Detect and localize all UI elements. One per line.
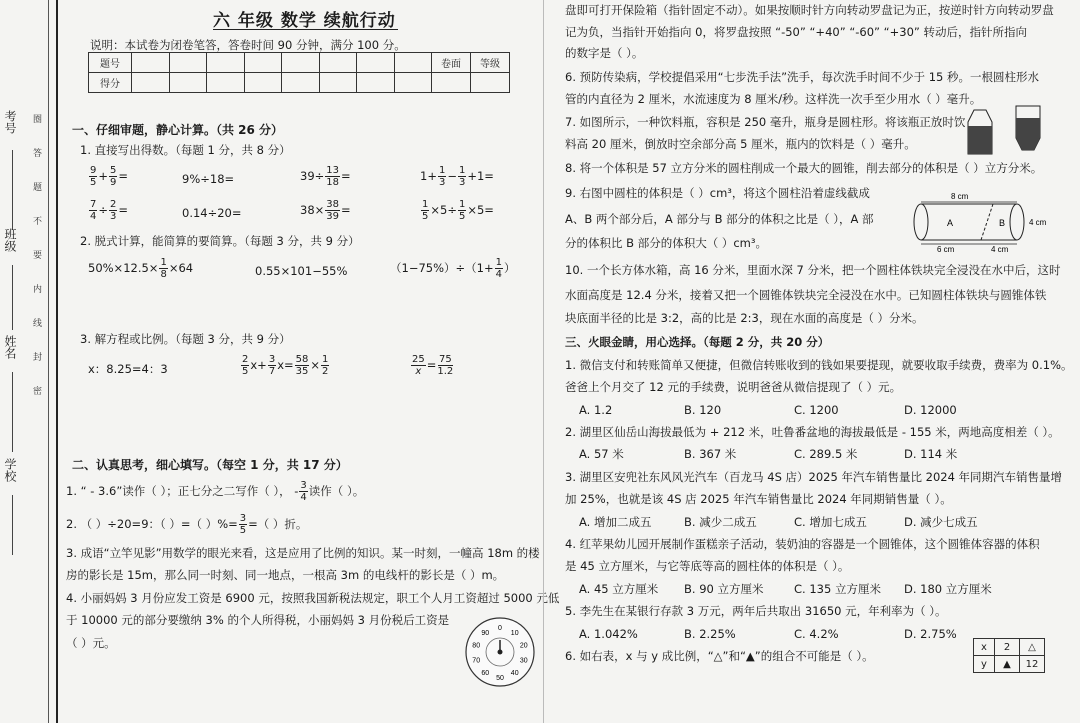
q1-c: 39÷ $\frac{13}{18}$ =: [300, 165, 351, 188]
right-page: [545, 0, 1080, 723]
option: C. 4.2%: [794, 627, 839, 641]
xy-y-label: y: [974, 656, 995, 673]
seal-char: 答: [33, 149, 43, 159]
section3-heading: 三、火眼金睛，用心选择。（每题 2 分，共 20 分）: [565, 335, 830, 349]
q2-b: 0.55×101−55%: [255, 264, 348, 278]
option: A. 45 立方厘米: [579, 582, 659, 596]
c6: 6. 如右表，x 与 y 成比例，“△”和“▲”的组合不可能是（ ）。: [565, 649, 874, 663]
fig9-right-end: [1010, 204, 1024, 240]
xy-x2: △: [1020, 639, 1045, 656]
s2-q4-line1: 4. 小丽妈妈 3 月份应发工资是 6900 元，按照我国新税法规定，职工个人月工资超过 5000 元低: [66, 591, 560, 605]
q6-line1: 6. 预防传染病，学校提倡采用“七步洗手法”洗手，每次洗手时间不少于 15 秒。一根圆柱形水: [565, 70, 1039, 84]
c6-xy-table: [973, 638, 1045, 673]
q1-f: 0.14÷20=: [182, 206, 242, 220]
score-col-juanmian: 卷面: [432, 53, 471, 73]
score-row-label2: 得分: [89, 73, 132, 93]
c4-line2: 是 45 立方厘米，与它等底等高的圆柱体的体积是（ ）。: [565, 559, 850, 573]
option: C. 135 立方厘米: [794, 582, 881, 596]
option: C. 1200: [794, 403, 839, 417]
banji-blank: [12, 265, 13, 330]
c5-options: [565, 627, 957, 642]
s1-q1-heading: 1. 直接写出得数。（每题 1 分，共 8 分）: [80, 143, 291, 157]
xy-y1: ▲: [995, 656, 1020, 673]
title-underline: [213, 29, 398, 30]
c5: 5. 李先生在某银行存款 3 万元，两年后共取出 31650 元，年利率为（ ）。: [565, 604, 947, 618]
dial-label: 20: [519, 642, 528, 650]
seal-char: 题: [33, 183, 43, 193]
q1-e: $\frac{7}{4}$ ÷ $\frac{2}{3}$ =: [90, 199, 129, 222]
s2-q4-line2: 于 10000 元的部分要缴纳 3% 的个人所得税，小丽妈妈 3 月份税后工资是: [66, 613, 450, 627]
c2: 2. 湖里区仙岳山海拔最低为 + 212 米，吐鲁番盆地的海拔最低是 - 155 米，两地高度相差（ ）。: [565, 425, 1060, 439]
q7-line1: 7. 如图所示，一种饮料瓶，容积是 250 毫升，瓶身是圆柱形。将该瓶正放时饮: [565, 115, 966, 129]
page-fold: [543, 0, 544, 723]
instructions: 说明：本试卷为闭卷笔答，答卷时间 90 分钟，满分 100 分。: [90, 38, 406, 52]
q1-b: 9%÷18=: [182, 172, 235, 186]
option: A. 1.042%: [579, 627, 638, 641]
dial-label: 10: [510, 629, 519, 637]
bottle-upright-liquid: [968, 126, 992, 154]
dial-label: 70: [472, 657, 481, 665]
option: B. 90 立方厘米: [684, 582, 764, 596]
q6-line2: 管的内直径为 2 厘米，水流速度为 8 厘米/秒。这样洗一次手至少用水（ ）毫升。: [565, 92, 982, 106]
c3-line1: 3. 湖里区安兜社东风风光汽车（百龙马 4S 店）2025 年汽车销售量比 2024 年同期汽车销售量增: [565, 470, 1063, 484]
option: B. 120: [684, 403, 722, 417]
option: A. 增加二成五: [579, 515, 652, 529]
s1-q2-heading: 2. 脱式计算，能简算的要简算。（每题 3 分，共 9 分）: [80, 234, 360, 248]
q10-line1: 10. 一个长方体水箱，高 16 分米，里面水深 7 分米，把一个圆柱体铁块完全浸没在水中后，这时: [565, 263, 1061, 277]
score-table: [88, 52, 510, 93]
c3-line2: 加 25%，也就是该 4S 店 2025 年汽车销售量比 2024 年同期销售量（ ）。: [565, 492, 952, 506]
dial-label: 80: [472, 642, 481, 650]
q3-c: $\frac{25}{x}$ = $\frac{75}{1.2}$: [412, 354, 454, 377]
dial-label: 40: [510, 670, 519, 678]
binding-line-thick: [56, 0, 58, 723]
fig9-bl-label: 6 cm: [937, 245, 955, 254]
page-title: 六 年级 数学 续航行动: [213, 11, 396, 31]
s2-q3-line1: 3. 成语“立竿见影”用数学的眼光来看，这是应用了比例的知识。某一时刻，一幢高 18m 的楼: [66, 546, 540, 560]
q2-a: 50%×12.5× $\frac{1}{8}$ ×64: [88, 257, 194, 280]
q3-b: $\frac{2}{5}$ x+ $\frac{3}{7}$ x= $\frac{58}{35}$ × $\frac{1}{2}$: [242, 354, 329, 377]
c1-line1: 1. 微信支付和转账简单又便捷，但微信转账收到的钱如果要提现，就要收取手续费，费率为 0.1%。: [565, 358, 1073, 372]
q1-g: 38× $\frac{38}{39}$ =: [300, 199, 351, 222]
q1-d: 1+ $\frac{1}{3}$ − $\frac{1}{3}$ +1=: [420, 165, 494, 188]
xingming-blank: [12, 372, 13, 452]
q5-line3: 的数字是（ ）。: [565, 46, 644, 60]
option: D. 180 立方厘米: [904, 582, 992, 596]
bottle-inverted-neck: [1016, 138, 1040, 150]
fig9-label-b: B: [999, 218, 1006, 228]
q3-a: x：8.25=4：3: [88, 362, 168, 376]
label-xuexiao: 学校: [3, 458, 17, 482]
section1-heading: 一、仔细审题，静心计算。（共 26 分）: [72, 123, 284, 137]
q9-line2: A、B 两个部分后，A 部分与 B 部分的体积之比是（ ），A 部: [565, 212, 874, 226]
fig9-right-label: 4 cm: [1029, 218, 1047, 227]
option: D. 减少七成五: [904, 515, 978, 529]
seal-char: 要: [33, 251, 43, 261]
q2-c: （1−75%）÷（1+ $\frac{1}{4}$ ）: [390, 257, 516, 280]
q7-line2: 料高 20 厘米，倒放时空余部分高 5 厘米，瓶内的饮料是（ ）毫升。: [565, 137, 916, 151]
fig9-label-a: A: [947, 218, 954, 228]
xy-x-label: x: [974, 639, 995, 656]
s1-q3-heading: 3. 解方程或比例。（每题 3 分，共 9 分）: [80, 332, 291, 346]
dial-label: 50: [496, 675, 504, 682]
bottle-inverted-liquid: [1016, 118, 1040, 138]
option: D. 2.75%: [904, 627, 957, 641]
dial-label: 90: [481, 629, 490, 637]
s2-q3-line2: 房的影长是 15m，那么同一时刻、同一地点，一根高 3m 的电线杆的影长是（ ）m。: [66, 568, 505, 582]
label-kaohao: 考号: [3, 110, 17, 134]
s2-q2: 2. （ ）÷20=9：（ ）=（ ）%= $\frac{3}{5}$ =（ ）折。: [66, 513, 308, 536]
q1-a: $\frac{9}{5}$ + $\frac{5}{9}$ =: [90, 165, 129, 188]
q10-line3: 块底面半径的比是 3:2，高的比是 2:3，现在水面的高度是（ ）分米。: [565, 311, 924, 325]
option: B. 367 米: [684, 447, 737, 461]
fig9-cut-line: [981, 204, 993, 240]
q5-line2: 记为负，当指针开始指向 0，将罗盘按照 “-50” “+40” “-60” “+30” 转动后，指针所指向: [565, 25, 1028, 39]
c4-options: [565, 582, 992, 597]
q9-line3: 分的体积比 B 部分的体积大（ ）cm³。: [565, 236, 767, 250]
c2-options: [565, 447, 957, 462]
option: C. 增加七成五: [794, 515, 867, 529]
xy-x1: 2: [995, 639, 1020, 656]
fig9-left-end: [914, 204, 928, 240]
section2-heading: 二、认真思考，细心填写。（每空 1 分，共 17 分）: [72, 458, 348, 472]
score-col-dengji: 等级: [471, 53, 510, 73]
option: D. 12000: [904, 403, 957, 417]
s2-q4-line3: （ ）元。: [66, 636, 116, 650]
seal-char: 内: [33, 285, 43, 295]
label-banji: 班级: [3, 228, 17, 252]
option: A. 1.2: [579, 403, 613, 417]
option: B. 2.25%: [684, 627, 736, 641]
c4-line1: 4. 红苹果幼儿园开展制作蛋糕亲子活动，装奶油的容器是一个圆锥体，这个圆锥体容器的体积: [565, 537, 1040, 551]
binding-line: [48, 0, 49, 723]
label-xingming: 姓名: [3, 335, 17, 359]
seal-char: 线: [33, 319, 43, 329]
seal-char: 圈: [33, 115, 43, 125]
c1-line2: 爸爸上个月交了 12 元的手续费，说明爸爸从微信提现了（ ）元。: [565, 380, 902, 394]
s2-q1: 1. “ - 3.6”读作（ ）；正七分之二写作（ ）， - $\frac{3}{4}$ 读作（ ）。: [66, 480, 365, 503]
score-row-label: 题号: [89, 53, 132, 73]
xy-y2: 12: [1020, 656, 1045, 673]
cylinder-figure: [907, 190, 1075, 254]
kaohao-blank: [12, 150, 13, 230]
q5-line1: 盘即可打开保险箱（指针固定不动）。如果按顺时针方向转动罗盘记为正，按逆时针方向转动罗盘: [565, 3, 1054, 17]
option: C. 289.5 米: [794, 447, 858, 461]
c1-options: [565, 403, 957, 418]
dial-label: 30: [519, 657, 528, 665]
bottle-figure: [960, 104, 1052, 156]
dial-label: 0: [498, 625, 502, 632]
option: D. 114 米: [904, 447, 958, 461]
dial-label: 60: [481, 670, 490, 678]
safe-dial-figure: [464, 616, 536, 688]
fig9-br-label: 4 cm: [991, 245, 1009, 254]
fig9-top-label: 8 cm: [951, 192, 969, 201]
xuexiao-blank: [12, 495, 13, 555]
q8: 8. 将一个体积是 57 立方分米的圆柱削成一个最大的圆锥，削去部分的体积是（ ）立方分米。: [565, 161, 1043, 175]
seal-char: 不: [33, 217, 43, 227]
c3-options: [565, 515, 978, 530]
option: B. 减少二成五: [684, 515, 757, 529]
q9-line1: 9. 右图中圆柱的体积是（ ）cm³，将这个圆柱沿着虚线截成: [565, 186, 870, 200]
seal-char: 密: [33, 387, 43, 397]
seal-char: 封: [33, 353, 43, 363]
q1-h: $\frac{1}{5}$ ×5÷ $\frac{1}{5}$ ×5=: [422, 199, 494, 222]
option: A. 57 米: [579, 447, 624, 461]
q10-line2: 水面高度是 12.4 分米，接着又把一个圆锥体铁块完全浸没在水中。已知圆柱体铁块与圆锥体铁: [565, 288, 1047, 302]
